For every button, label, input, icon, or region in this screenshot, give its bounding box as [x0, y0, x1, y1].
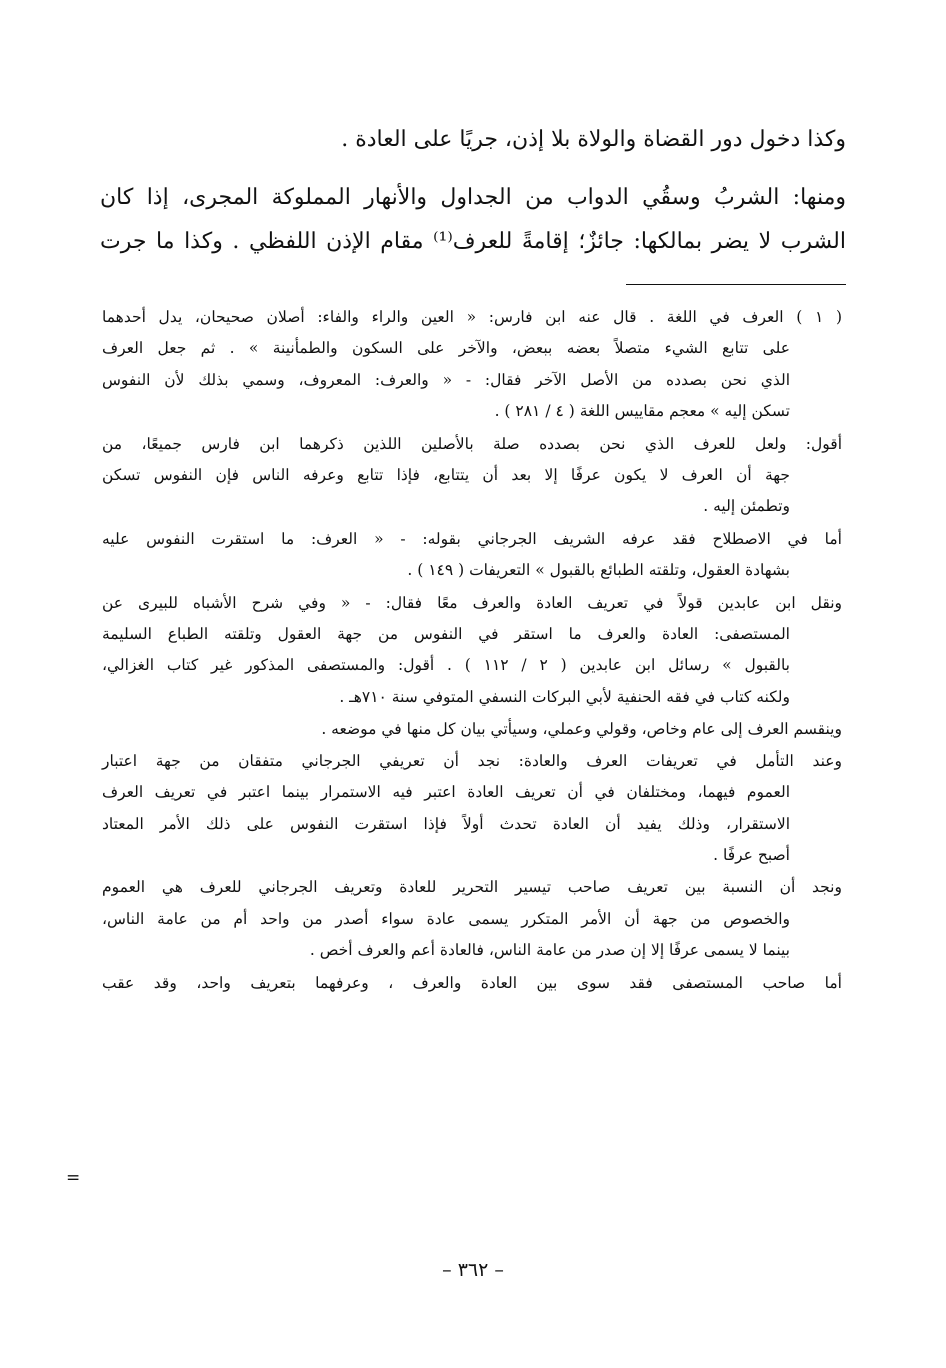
footnote-line: العموم فيهما، ومختلفان في أن تعريف العادة اعتبر فيه الاستمرار بينما اعتبر في تعريف العرف — [102, 783, 790, 802]
footnote-line: وعند التأمل في تعريفات العرف والعادة: نجد أن تعريفي الجرجاني متفقان من جهة اعتبار — [102, 751, 842, 770]
footnote-line: أصبح عرفًا . — [713, 845, 790, 864]
footnote-line: الذي نحن بصدده من الأصل الآخر فقال: - « والعرف: المعروف، وسمي بذلك لأن النفوس — [102, 370, 790, 389]
footnote-line: بينما لا يسمى عرفًا إلا إن صدر من عامة الناس، فالعادة أعم والعرف أخص . — [309, 941, 790, 960]
main-text-line: الشرب لا يضر بمالكها: جائزٌ؛ إقامةً للعرف⁽¹⁾ مقام الإذن اللفظي . وكذا ما جرت — [100, 229, 846, 254]
footnote-line: أما صاحب المستصفى فقد سوى بين العادة والعرف ، وعرفهما بتعريف واحد، وقد عقب — [102, 973, 842, 992]
main-text — [100, 118, 846, 264]
footnotes — [102, 302, 842, 999]
footnote-line: المستصفى: العادة والعرف ما استقر في النفوس من جهة العقول وتلقته الطباع السليمة — [102, 625, 790, 644]
page-number: – ٣٦٢ – — [442, 1259, 504, 1281]
footnote-line: والخصوص من جهة أن الأمر المتكرر يسمى عادة سواء أصدر من واحد أم من عامة الناس، — [102, 909, 790, 928]
footnote-continuation-mark: = — [66, 1168, 81, 1188]
footnote-line: ولكنه كتاب في فقه الحنفية لأبي البركات النسفي المتوفي سنة ٧١٠هـ . — [339, 687, 790, 706]
footnote-line: ونقل ابن عابدين قولاً في تعريف العادة والعرف معًا فقال: - « وفي شرح الأشباه للبيرى عن — [102, 593, 842, 612]
footnote-line: جهة أن العرف لا يكون عرفًا إلا بعد أن يتتابع، فإذا تتابع وعرفه الناس فإن النفوس تسكن — [102, 466, 790, 485]
footnote-line: أقول: ولعل للعرف الذي نحن بصدده صلة بالأصلين اللذين ذكرهما ابن فارس جميعًا، من — [102, 434, 842, 453]
main-text-line: ومنها: الشربُ وسقُي الدواب من الجداول والأنهار المملوكة المجرى، إذا كان — [100, 185, 846, 210]
footnote-line: ونجد أن النسبة بين تعريف صاحب تيسير التحرير للعادة وتعريف الجرجاني للعرف هي العموم — [102, 878, 842, 897]
footnote-line: على تتابع الشيء متصلاً بعضه ببعض، والآخر على السكون والطمأنينة » . ثم جعل العرف — [102, 339, 790, 358]
footnote-line: ( ١ ) العرف في اللغة . قال عنه ابن فارس: « العين والراء والفاء: أصلان صحيحان، يدل أحدهما — [102, 308, 842, 326]
footnote-separator — [626, 284, 846, 285]
footnote-line: الاستقرار، وذلك يفيد أن العادة تحدث أولاً فإذا استقرت النفوس على ذلك الأمر المعتاد — [102, 814, 790, 833]
footnote-line: بشهادة العقول، وتلقته الطبائع بالقبول » التعريفات ( ١٤٩ ) . — [407, 561, 790, 580]
footnote-line: تسكن إليه » معجم مقاييس اللغة ( ٤ / ٢٨١ ) . — [494, 402, 790, 421]
footnote-line: أما في الاصطلاح فقد عرفه الشريف الجرجاني بقوله: - « العرف: ما استقرت النفوس عليه — [102, 529, 842, 548]
main-text-line: وكذا دخول دور القضاة والولاة بلا إذن، جريًا على العادة . — [341, 127, 846, 152]
footnote-line: وينقسم العرف إلى عام وخاص، وقولي وعملي، وسيأتي بيان كل منها في موضعه . — [321, 720, 842, 739]
footnote-line: وتطمئن إليه . — [703, 497, 790, 516]
footnote-line: بالقبول » رسائل ابن عابدين ( ٢ / ١١٢ ) . أقول: والمستصفى المذكور غير كتاب الغزالي، — [102, 656, 790, 675]
